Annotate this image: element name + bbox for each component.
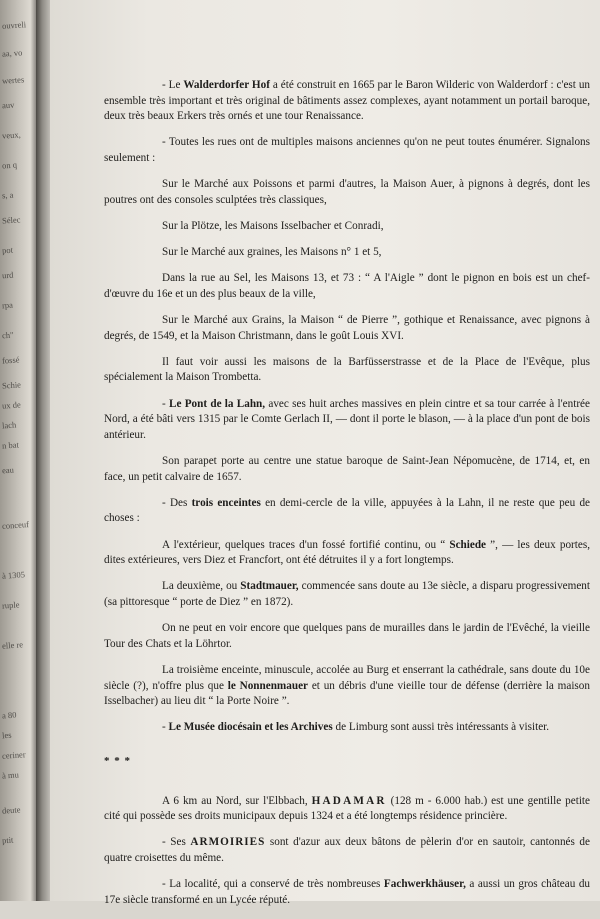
text-run: Son parapet porte au centre une statue baroque de Saint-Jean Népomucène, de 1714, et, en face, un petit calvaire de 1657. — [104, 455, 590, 483]
book-page — [50, 0, 600, 906]
bold-term: ARMOIRIES — [190, 836, 266, 849]
text-run: (128 m - 6.000 hab.) est une gentille petite cité qui possède ses droits municipaux depuis 1324 et a été longtemps résidence princière. — [104, 794, 590, 823]
text-run: - La localité, qui a conservé de très nombreuses — [162, 878, 384, 891]
bold-term: Schiede — [449, 538, 487, 551]
facing-page-fragment: Sélec — [1, 214, 21, 226]
bold-term: le Nonnenmauer — [227, 679, 308, 692]
facing-page-fragment: ch" — [1, 329, 14, 341]
paragraph — [104, 135, 590, 166]
paragraph — [104, 271, 590, 302]
paragraph — [104, 397, 590, 444]
text-run: A l'extérieur, quelques traces d'un fossé fortifié continu, ou “ — [162, 538, 450, 551]
text-run: - Ses — [162, 836, 191, 849]
text-run: a été construit en 1665 par le Baron Wilderic von Walderdorf : c'est un ensemble très important et très original de bâtiments assez complexes, ayant notamment un portail baroque, deux très beaux Erkers très ornés et une tour Renaissance. — [104, 79, 591, 123]
section-separator: * * * — [104, 754, 131, 767]
text-run: Sur le Marché aux Poissons et parmi d'autres, la Maison Auer, à pignons à degrés, dont les poutres ont des consoles sculptées très classiques, — [104, 178, 590, 206]
paragraph — [104, 794, 590, 825]
paragraph — [104, 78, 590, 125]
facing-page-fragment: wertes — [1, 74, 25, 86]
facing-page-fragment: on q — [1, 159, 18, 171]
facing-page-fragment: fossé — [1, 354, 20, 366]
text-run: - Le — [162, 79, 184, 91]
facing-page-fragment: ux de — [1, 399, 21, 411]
section-hadamar — [104, 794, 590, 909]
text-run: A 6 km au Nord, sur l'Elbbach, — [162, 794, 312, 807]
paragraph — [104, 720, 590, 736]
facing-page-fragment: ptit — [1, 834, 14, 846]
text-run: avec ses huit arches massives en plein cintre et sa tour carrée à l'entrée Nord, a été bâti vers 1315 par le Comte Gerlach II, — dont il porte le blason, — à la place d'un pont de bois antérieur. — [104, 397, 590, 441]
facing-page-fragment: ceriner — [1, 749, 26, 761]
paragraph — [104, 355, 590, 386]
paragraph — [104, 538, 590, 569]
paragraph — [104, 496, 590, 527]
text-run: de Limburg sont aussi très intéressants à visiter. — [332, 721, 550, 734]
text-run: sont d'azur aux deux bâtons de pèlerin d'or en sautoir, cantonnés de quatre croisettes du même. — [104, 836, 590, 864]
paragraph — [104, 579, 590, 610]
paragraph — [104, 663, 590, 710]
text-run: en demi-cercle de la ville, appuyées à la Lahn, il ne reste que peu de choses : — [104, 496, 591, 525]
text-run: commencée sans doute au 13e siècle, a disparu progressivement (sa pittoresque “ porte de Diez ” en 1872). — [104, 580, 590, 608]
facing-page-fragment: Schie — [1, 379, 22, 391]
paragraph — [104, 835, 590, 866]
text-run: a aussi un gros château du 17e siècle transformé en un Lycée réputé. — [104, 878, 591, 906]
bold-term: Le Pont de la Lahn, — [169, 397, 266, 410]
paragraph — [104, 245, 590, 261]
text-run: ”, — les deux portes, dites extérieures, vers Diez et Francfort, ont été détruites il y a fort longtemps. — [104, 538, 590, 567]
facing-page-fragment: rpa — [1, 299, 14, 311]
facing-page-edge — [0, 0, 38, 901]
paragraph — [104, 177, 590, 208]
text-run: Il faut voir aussi les maisons de la Barfüsserstrasse et de la Place de l'Evêque, plus spécialement la Maison Trombetta. — [104, 355, 590, 384]
text-run: - — [162, 397, 169, 410]
facing-page-fragment: les — [1, 729, 12, 741]
facing-page-fragment: à mu — [1, 769, 20, 781]
facing-page-fragment: a 80 — [1, 709, 17, 721]
bold-term: Le Musée diocésain et les Archives — [168, 721, 333, 734]
text-run: - Des — [162, 496, 192, 509]
text-run: et un débris d'une vieille tour de défense (derrière la maison Isselbacher) au lieu dit “ la Porte Noire ”. — [104, 679, 590, 708]
paragraph — [104, 219, 590, 235]
text-run: - — [162, 721, 169, 734]
paragraph — [104, 454, 590, 485]
text-run: Sur le Marché aux Grains, la Maison “ de Pierre ”, gothique et Renaissance, avec pignons à degrés, de 1549, et la Maison Christmann, dans le goût Louis XVI. — [104, 314, 590, 342]
facing-page-fragment: aa, vo — [1, 47, 23, 59]
facing-page-fragment: à 1305 — [1, 569, 26, 581]
bold-term: Walderdorfer Hof — [183, 79, 270, 91]
text-run: Sur la Plötze, les Maisons Isselbacher et Conradi, — [162, 219, 384, 232]
facing-page-fragment: veux, — [1, 129, 21, 141]
paragraph — [104, 621, 590, 652]
page-text — [104, 78, 590, 919]
section-limburg — [104, 78, 590, 736]
facing-page-fragment: n bat — [1, 439, 20, 451]
text-run: La troisième enceinte, minuscule, accolée au Burg et enserrant la cathédrale, sans doute du 10e siècle (?), n'offre plus que — [104, 663, 590, 692]
facing-page-fragment: eau — [1, 464, 15, 476]
facing-page-fragment: ruple — [1, 599, 20, 611]
bold-term: Fachwerkhäuser, — [383, 878, 466, 891]
text-run: Sur le Marché aux graines, les Maisons n° 1 et 5, — [162, 246, 382, 259]
facing-page-fragment: s, a — [1, 189, 14, 201]
facing-page-fragment: lach — [1, 419, 17, 431]
text-run: Dans la rue au Sel, les Maisons 13, et 73 : “ A l'Aigle ” dont le pignon en bois est un chef-d'œuvre du 16e et un des plus beaux de la ville, — [104, 272, 590, 300]
text-run: - Toutes les rues ont de multiples maisons anciennes qu'on ne peut toutes énumérer. Signalons seulement : — [104, 136, 590, 164]
facing-page-fragment: deute — [1, 804, 21, 816]
bold-term: Stadtmauer, — [240, 580, 299, 593]
paragraph — [104, 313, 590, 344]
facing-page-fragment: conceuf — [1, 519, 30, 531]
facing-page-fragment: elle re — [1, 639, 24, 651]
paragraph — [104, 877, 590, 908]
facing-page-fragment: auv — [1, 99, 15, 111]
bold-term: HADAMAR — [311, 794, 387, 807]
text-run: On ne peut en voir encore que quelques pans de murailles dans le jardin de l'Evêché, la vieille Tour des Chats et la Löhrtor. — [104, 622, 590, 650]
facing-page-fragment: urd — [1, 269, 14, 281]
facing-page-fragment: ouvreli — [1, 19, 27, 31]
bold-term: trois enceintes — [191, 496, 261, 509]
text-run: La deuxième, ou — [162, 580, 241, 593]
facing-page-fragment: pot — [1, 244, 14, 256]
